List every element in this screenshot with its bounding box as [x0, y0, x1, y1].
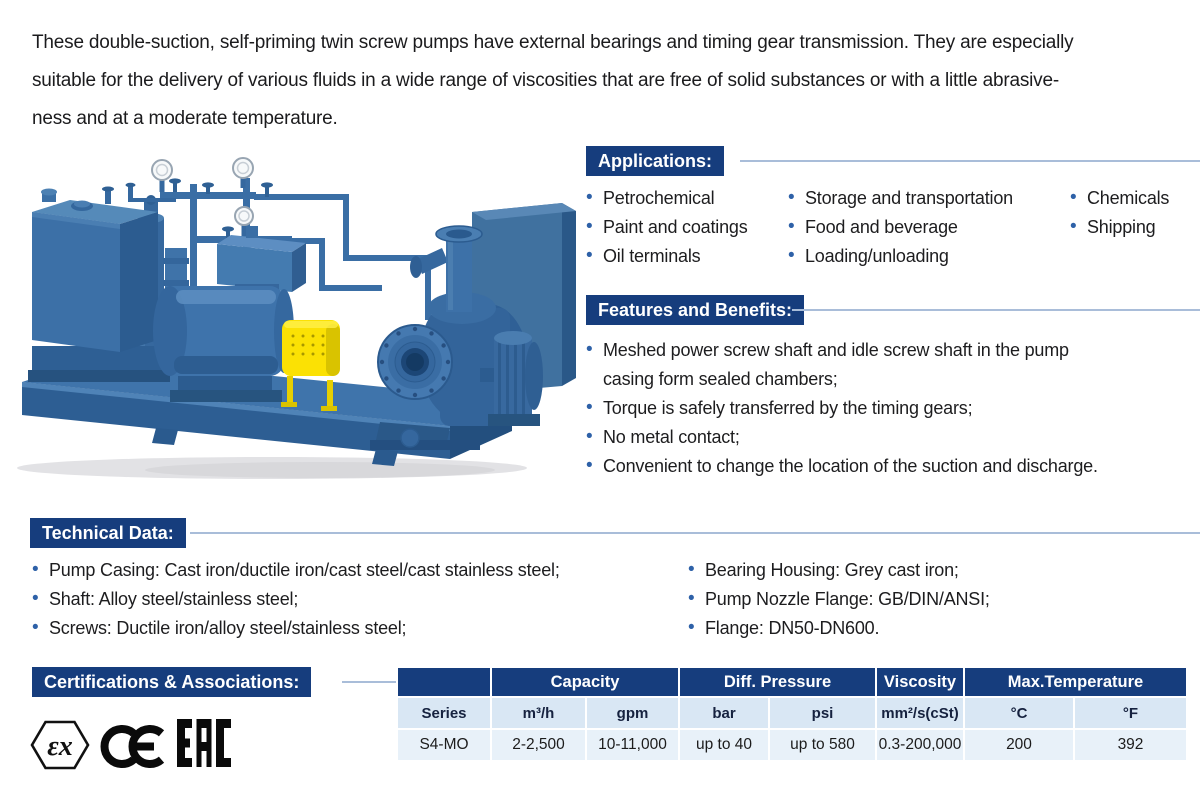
bullet-icon: •: [788, 216, 795, 237]
pump-skid-illustration: [10, 140, 580, 485]
technical-rule: [190, 532, 1200, 534]
list-item-label: Flange: DN50-DN600.: [705, 618, 880, 638]
table-cell-series: S4-MO: [398, 730, 490, 760]
table-cell-temp-c: 200: [965, 730, 1073, 760]
list-item: [32, 614, 560, 643]
list-item-label: No metal contact;: [603, 427, 740, 447]
list-item-label: Food and beverage: [805, 217, 958, 237]
list-item: [586, 452, 1098, 481]
list-item: [1070, 213, 1169, 242]
list-item: [1070, 184, 1169, 213]
list-item-label: Oil terminals: [603, 246, 701, 266]
table-cell-pressure-bar: up to 40: [680, 730, 768, 760]
bullet-icon: •: [688, 617, 695, 638]
table-subheader-viscosity-unit: mm²/s(cSt): [877, 698, 963, 728]
applications-col-2: [788, 184, 1013, 271]
table-cell-capacity-m3h: 2-2,500: [492, 730, 585, 760]
list-item-label: Screws: Ductile iron/alloy steel/stainless steel;: [49, 618, 407, 638]
list-item: [586, 213, 748, 242]
list-item: [788, 184, 1013, 213]
table-cell-viscosity: 0.3-200,000: [877, 730, 963, 760]
table-cell-temp-f: 392: [1075, 730, 1186, 760]
table-subheader-fahrenheit: °F: [1075, 698, 1186, 728]
bullet-icon: •: [586, 426, 593, 447]
tank-riser: [28, 346, 170, 382]
applications-col-1: [586, 184, 748, 271]
table-cell-capacity-gpm: 10-11,000: [587, 730, 678, 760]
bullet-icon: •: [688, 588, 695, 609]
bullet-icon: •: [586, 397, 593, 418]
list-item: [586, 336, 1098, 394]
list-item-label: Convenient to change the location of the suction and discharge.: [603, 456, 1098, 476]
list-item-label: Bearing Housing: Grey cast iron;: [705, 560, 959, 580]
list-item-label: Shipping: [1087, 217, 1156, 237]
bullet-icon: •: [586, 216, 593, 237]
bullet-icon: •: [586, 245, 593, 266]
list-item-line: casing form sealed chambers;: [603, 369, 838, 389]
list-item: [788, 213, 1013, 242]
applications-rule: [740, 160, 1200, 162]
list-item-label: Loading/unloading: [805, 246, 949, 266]
certifications-title: Certifications & Associations:: [32, 667, 311, 697]
bullet-icon: •: [586, 187, 593, 208]
features-list: [586, 336, 1098, 481]
table-subheader-series: Series: [398, 698, 490, 728]
list-item: [586, 423, 1098, 452]
intro-line: These double-suction, self-priming twin screw pumps have external bearings and timing gear transmission. They are especially: [32, 32, 1074, 53]
technical-title: Technical Data:: [30, 518, 186, 548]
table-group-header-capacity: Capacity: [492, 668, 678, 696]
features-title: Features and Benefits:: [586, 295, 804, 325]
list-item: [586, 184, 748, 213]
specification-table: [398, 668, 1186, 760]
list-item: [688, 585, 990, 614]
list-item-label: Pump Casing: Cast iron/ductile iron/cast steel/cast stainless steel;: [49, 560, 560, 580]
bullet-icon: •: [788, 245, 795, 266]
list-item-label: Torque is safely transferred by the timing gears;: [603, 398, 973, 418]
applications-title: Applications:: [586, 146, 724, 176]
list-item: [688, 556, 990, 585]
eac-mark-icon: [177, 718, 233, 770]
list-item-label: Shaft: Alloy steel/stainless steel;: [49, 589, 299, 609]
table-group-header-blank: [398, 668, 490, 696]
ground-shadow: [17, 457, 527, 479]
list-item-label: Petrochemical: [603, 188, 715, 208]
list-item-label: Pump Nozzle Flange: GB/DIN/ANSI;: [705, 589, 990, 609]
table-group-header-viscosity: Viscosity: [877, 668, 963, 696]
table-group-header-max-temperature: Max.Temperature: [965, 668, 1186, 696]
bullet-icon: •: [586, 455, 593, 476]
list-item: [32, 556, 560, 585]
features-rule: [792, 309, 1200, 311]
table-subheader-gpm: gpm: [587, 698, 678, 728]
list-item-label: Storage and transportation: [805, 188, 1013, 208]
bullet-icon: •: [1070, 216, 1077, 237]
table-group-header-diff-pressure: Diff. Pressure: [680, 668, 875, 696]
bullet-icon: •: [586, 339, 593, 360]
atex-ex-mark-icon: [30, 719, 90, 771]
list-item-label: Chemicals: [1087, 188, 1170, 208]
table-subheader-bar: bar: [680, 698, 768, 728]
applications-col-3: [1070, 184, 1169, 242]
list-item: [688, 614, 990, 643]
table-cell-pressure-psi: up to 580: [770, 730, 875, 760]
technical-col-right: [688, 556, 990, 643]
ce-mark-icon: [100, 723, 168, 770]
bullet-icon: •: [788, 187, 795, 208]
bullet-icon: •: [32, 588, 39, 609]
intro-paragraph: [32, 24, 1182, 138]
table-subheader-psi: psi: [770, 698, 875, 728]
technical-col-left: [32, 556, 560, 643]
list-item-line: Meshed power screw shaft and idle screw shaft in the pump: [603, 340, 1069, 360]
bullet-icon: •: [688, 559, 695, 580]
list-item: [788, 242, 1013, 271]
intro-line: ness and at a moderate temperature.: [32, 108, 338, 129]
list-item: [32, 585, 560, 614]
table-subheader-celsius: °C: [965, 698, 1073, 728]
table-subheader-m3h: m³/h: [492, 698, 585, 728]
certifications-rule: [342, 681, 396, 683]
pump-suction-flange: [378, 325, 452, 399]
bullet-icon: •: [32, 559, 39, 580]
bullet-icon: •: [32, 617, 39, 638]
bullet-icon: •: [1070, 187, 1077, 208]
list-item: [586, 242, 748, 271]
list-item: [586, 394, 1098, 423]
intro-line: suitable for the delivery of various fluids in a wide range of viscosities that are free of solid substances or with a little abrasive-: [32, 70, 1059, 91]
svg-text:εx: εx: [47, 731, 73, 762]
list-item-label: Paint and coatings: [603, 217, 748, 237]
